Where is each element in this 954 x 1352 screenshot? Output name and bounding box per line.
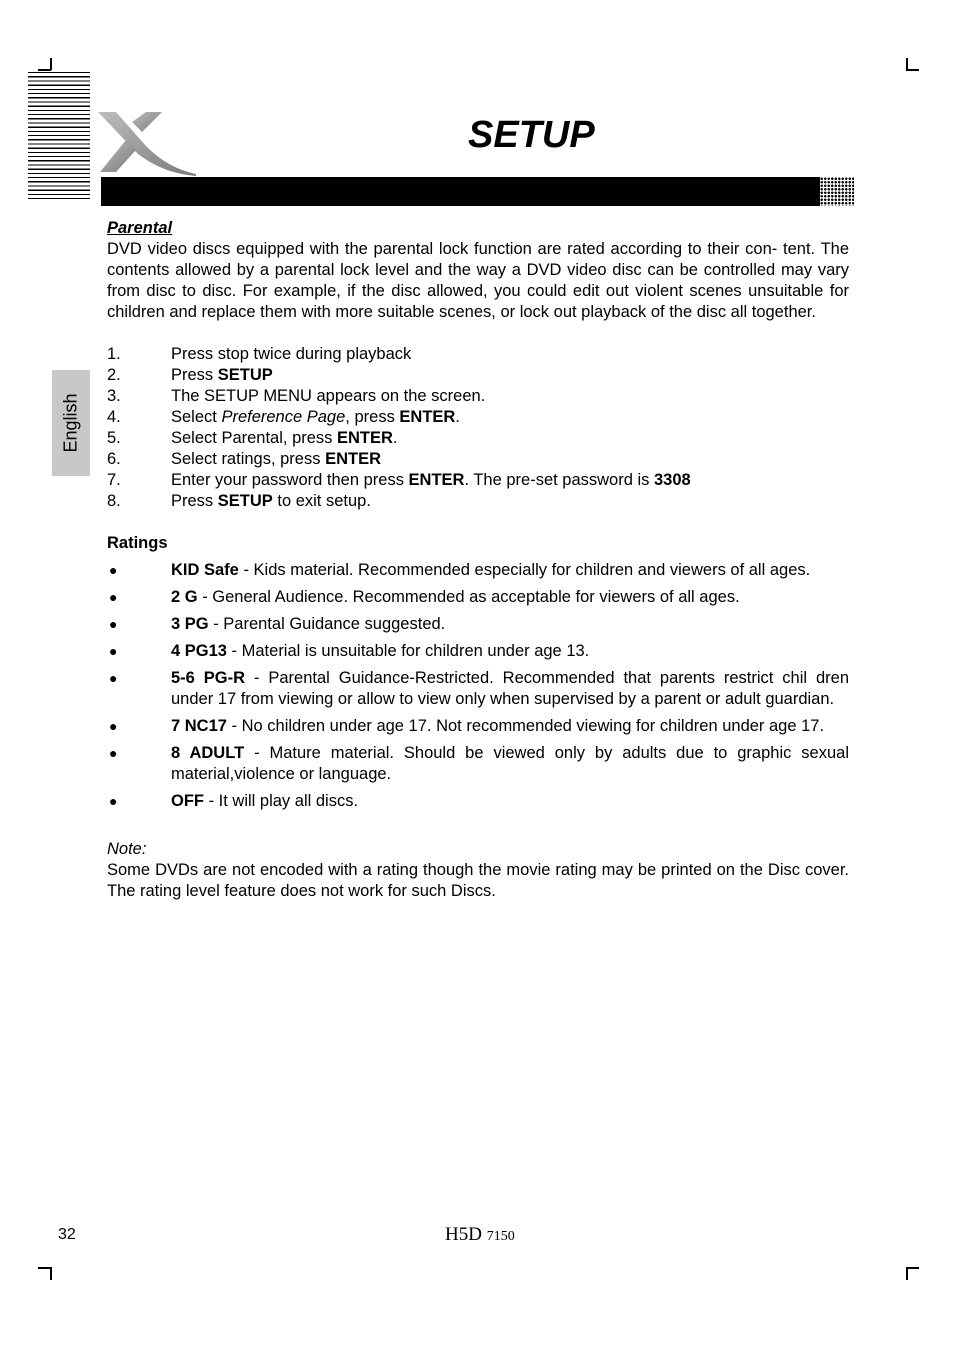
step-text: Select Parental, press ENTER. (171, 429, 398, 447)
page-content (107, 218, 849, 902)
step-text: Press stop twice during playback (171, 345, 412, 363)
step-number: 2. (107, 366, 121, 384)
header-bar (101, 177, 854, 206)
rating-text (171, 560, 849, 581)
rating-text (171, 668, 849, 710)
step-number: 7. (107, 471, 121, 489)
rating-description: - General Audience. Recommended as acceptable for viewers of all ages. (197, 588, 740, 606)
rating-description: - Kids material. Recommended especially for children and viewers of all ages. (238, 561, 811, 579)
bullet-icon: ● (109, 562, 118, 578)
step-item (107, 386, 849, 407)
page-number: 32 (58, 1226, 76, 1243)
step-number: 1. (107, 345, 121, 363)
step-item (107, 365, 849, 386)
rating-name: 3 PG (171, 615, 209, 633)
bullet-icon: ● (109, 670, 118, 686)
bullet-icon: ● (109, 616, 118, 632)
rating-name: 8 ADULT (171, 744, 245, 762)
crop-mark-bottom-right (906, 1267, 908, 1280)
step-item (107, 449, 849, 470)
note-text: Some DVDs are not encoded with a rating though the movie rating may be printed on the Disc cover. The rating level feature does not work for such Discs. (107, 861, 849, 900)
rating-text (171, 614, 849, 635)
language-tab-label: English (60, 393, 81, 453)
step-number: 3. (107, 387, 121, 405)
rating-description: - Mature material. Should be viewed only by adults due to graphic sexual material,violence or language. (171, 744, 849, 783)
rating-item (107, 743, 849, 785)
step-item (107, 407, 849, 428)
rating-item (107, 641, 849, 662)
rating-text (171, 641, 849, 662)
rating-item (107, 587, 849, 608)
step-text: Select ratings, press ENTER (171, 450, 381, 468)
section-heading-parental: Parental (107, 219, 173, 237)
step-item (107, 428, 849, 449)
bullet-icon: ● (109, 793, 118, 809)
step-text: Press SETUP (171, 366, 273, 384)
section-heading-ratings: Ratings (107, 534, 168, 552)
rating-text (171, 716, 849, 737)
bullet-icon: ● (109, 745, 118, 761)
step-item (107, 344, 849, 365)
steps-list (107, 344, 849, 512)
crop-mark-top-right (906, 69, 919, 71)
rating-name: 4 PG13 (171, 642, 227, 660)
step-text: Select Preference Page, press ENTER. (171, 408, 460, 426)
model-name (445, 1224, 515, 1246)
rating-name: 5-6 PG-R (171, 669, 246, 687)
crop-mark-top-left (38, 69, 51, 71)
page-title: SETUP (468, 114, 595, 156)
rating-name: OFF (171, 792, 204, 810)
model-prefix: H5D (445, 1224, 482, 1245)
note-label: Note: (107, 840, 147, 858)
rating-description: - Parental Guidance suggested. (208, 615, 446, 633)
rating-item (107, 560, 849, 581)
model-number: 7150 (486, 1229, 515, 1244)
header-bar-pattern (820, 177, 854, 206)
rating-name: KID Safe (171, 561, 239, 579)
step-number: 8. (107, 492, 121, 510)
step-number: 6. (107, 450, 121, 468)
rating-description: - No children under age 17. Not recommended viewing for children under age 17. (226, 717, 825, 735)
rating-text (171, 587, 849, 608)
step-item (107, 491, 849, 512)
crop-mark-bottom-left (50, 1267, 52, 1280)
bullet-icon: ● (109, 643, 118, 659)
rating-text (171, 791, 849, 812)
step-text: The SETUP MENU appears on the screen. (171, 387, 486, 405)
step-number: 5. (107, 429, 121, 447)
decorative-stripes (28, 72, 90, 200)
parental-intro: DVD video discs equipped with the parental lock function are rated according to their con- tent. The contents allowed by a parental lock level and the way a DVD video disc can be controlled may vary from disc to disc. For example, if the disc allowed, you could edit out violent scenes unsuitable for children and replace them with more suitable scenes, or lock out playback of the disc all together. (107, 240, 849, 321)
rating-item (107, 614, 849, 635)
rating-item (107, 791, 849, 812)
ratings-list (107, 560, 849, 812)
rating-text (171, 743, 849, 785)
bullet-icon: ● (109, 589, 118, 605)
rating-description: - Parental Guidance-Restricted. Recommended that parents restrict chil dren under 17 from viewing or allow to view only when supervised by a parent or adult guardian. (171, 669, 849, 708)
rating-name: 2 G (171, 588, 198, 606)
rating-item (107, 716, 849, 737)
rating-description: - It will play all discs. (204, 792, 359, 810)
step-item (107, 470, 849, 491)
step-text: Press SETUP to exit setup. (171, 492, 371, 510)
language-tab (52, 370, 90, 476)
rating-item (107, 668, 849, 710)
rating-description: - Material is unsuitable for children under age 13. (226, 642, 590, 660)
rating-name: 7 NC17 (171, 717, 227, 735)
crop-mark-bottom-right (906, 1267, 919, 1269)
brand-logo-x-icon (96, 108, 200, 178)
bullet-icon: ● (109, 718, 118, 734)
step-number: 4. (107, 408, 121, 426)
step-text: Enter your password then press ENTER. The pre-set password is 3308 (171, 471, 691, 489)
